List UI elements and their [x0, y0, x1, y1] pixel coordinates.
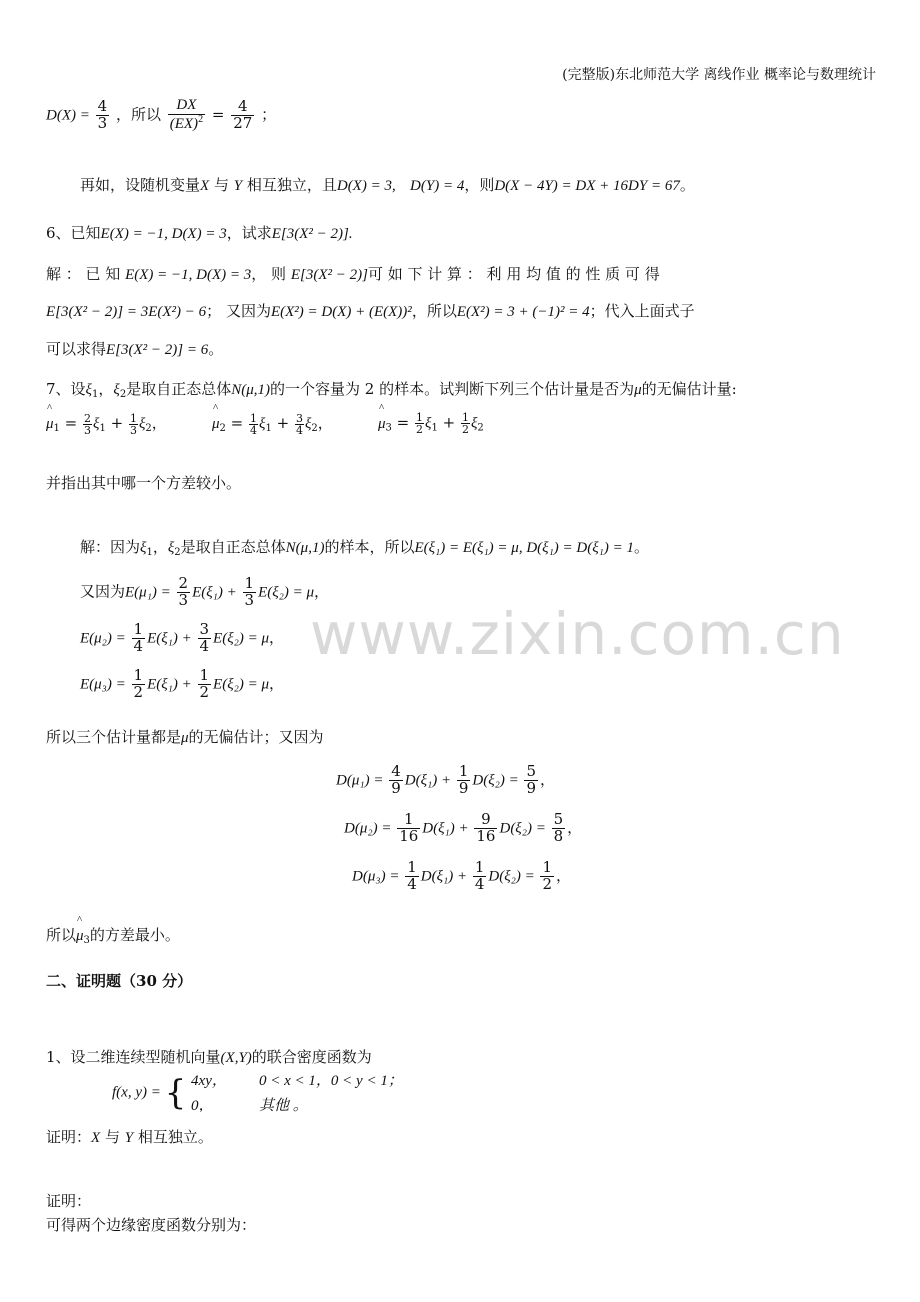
variance-mu2: D(μ₂) = $\frac{1}{16}$ D(ξ₁) + $\frac{9}{16}$ D(ξ₂) = $\frac{5}{8}$ ， — [344, 810, 583, 845]
variance-mu1: D(μ₁) = $\frac{4}{9}$ D(ξ₁) + $\frac{1}{9}$ D(ξ₂) = $\frac{5}{9}$ ， — [336, 762, 556, 797]
marginal-densities: 可得两个边缘密度函数分别为： — [46, 1216, 257, 1234]
final-conclusion: 所以^ $\mu_3$的方差最小。 — [46, 924, 180, 946]
frac-4-3: $\frac{4}{3}$ — [97, 97, 108, 132]
q6-solution-line3: 可以求得E[3(X² − 2)] = 6。 — [46, 340, 224, 358]
q6-solution-line2: E[3(X² − 2)] = 3E(X²) − 6； 又因为E(X²) = D(X) + (E(X))²，所以E(X²) = 3 + (−1)² = 4；代入上面式子 — [46, 302, 695, 320]
expectation-mu3: E(μ₃) = $\frac{1}{2}$ E(ξ₁) + $\frac{1}{2}$ E(ξ₂) = μ， — [80, 666, 285, 701]
section-2-title: 二、证明题（30 分） — [46, 972, 193, 990]
estimator-mu2: ^ $\mu_2$ = $\frac{1}{4}$ $\xi_1$ + $\frac{3}{4}$ $\xi_2$， — [212, 412, 333, 436]
expectation-mu2: E(μ₂) = $\frac{1}{4}$ E(ξ₁) + $\frac{3}{4}$ E(ξ₂) = μ， — [80, 620, 285, 655]
question-7: 7、设$\xi_1$，$\xi_2$是取自正态总体N(μ,1)的一个容量为 2 的样本。试判断下列三个估计量是否为μ的无偏估计量: — [46, 380, 737, 400]
watermark: www.zixin.com.cn — [310, 600, 845, 668]
variance-ratio-line: D(X) = $\frac{4}{3}$ ，所以 $\frac{DX}{(EX)^2}$ = $\frac{4}{27}$ ； — [46, 97, 277, 132]
proof-1-statement: 1、设二维连续型随机向量(X,Y)的联合密度函数为 — [46, 1048, 372, 1066]
unbiased-conclusion: 所以三个估计量都是μ的无偏估计；又因为 — [46, 728, 324, 746]
estimator-mu1: ^ $\mu_1$ = $\frac{2}{3}$ $\xi_1$ + $\frac{1}{3}$ $\xi_2$， — [46, 412, 167, 436]
example-line: 再如，设随机变量X 与 Y 相互独立，且D(X) = 3, D(Y) = 4，则D(X − 4Y) = DX + 16DY = 67。 — [80, 176, 695, 194]
q7-followup: 并指出其中哪一个方差较小。 — [46, 474, 242, 492]
frac-4-27: $\frac{4}{27}$ — [233, 97, 253, 132]
density-function: f(x, y) = { 4xy， 0 < x < 1，0 < y < 1； 0， 其他 。 — [112, 1073, 403, 1112]
dx-eq: D(X) = — [46, 107, 94, 124]
q6-solution-line1: 解 ： 已 知 E(X) = −1, D(X) = 3， 则 E[3(X² − 2)]可 如 下 计 算 ： 利 用 均 值 的 性 质 可 得 — [46, 265, 660, 283]
prove-independence: 证明：X 与 Y 相互独立。 — [46, 1128, 213, 1146]
solution-line1: 解：因为$\xi_1$，$\xi_2$是取自正态总体N(μ,1)的样本，所以E(ξ₁) = E(ξ₁) = μ, D(ξ₁) = D(ξ₁) = 1。 — [80, 538, 650, 558]
estimator-mu3: ^ $\mu_3$ = $\frac{1}{2}$ $\xi_1$ + $\frac{1}{2}$ $\xi_2$ — [378, 412, 484, 435]
expectation-mu1: 又因为E(μ₁) = $\frac{2}{3}$ E(ξ₁) + $\frac{1}{3}$ E(ξ₂) = μ， — [80, 574, 330, 609]
question-6: 6、已知E(X) = −1, D(X) = 3，试求E[3(X² − 2)]. — [46, 224, 353, 242]
variance-mu3: D(μ₃) = $\frac{1}{4}$ D(ξ₁) + $\frac{1}{4}$ D(ξ₂) = $\frac{1}{2}$ ， — [352, 858, 572, 893]
frac-dx-ex2: $\frac{DX}{(EX)^2}$ — [169, 97, 204, 132]
proof-label: 证明： — [46, 1192, 92, 1210]
page-header: (完整版)东北师范大学 离线作业 概率论与数理统计 — [562, 67, 876, 83]
